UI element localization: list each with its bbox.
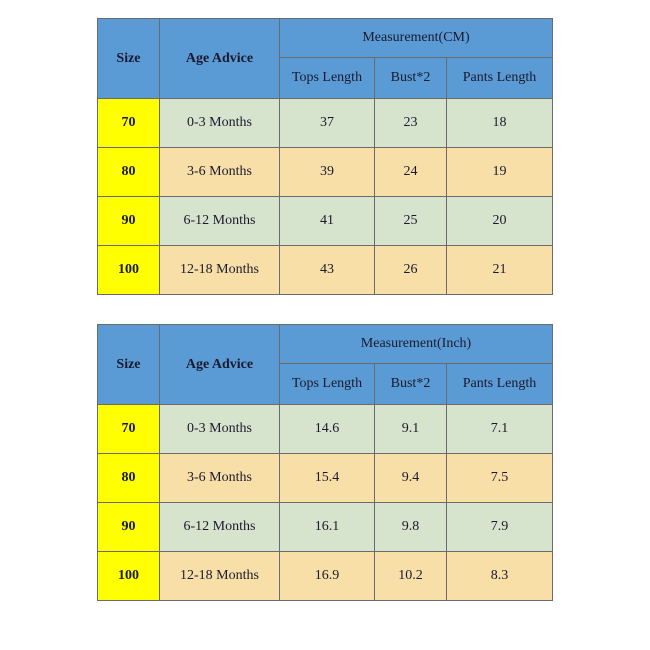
cell-pants-length: 8.3 bbox=[446, 552, 552, 601]
cell-pants-length: 7.1 bbox=[446, 405, 552, 454]
cell-pants-length: 19 bbox=[446, 148, 552, 197]
cell-pants-length: 21 bbox=[446, 246, 552, 295]
cell-size: 80 bbox=[97, 148, 159, 197]
cell-tops-length: 37 bbox=[279, 99, 374, 148]
column-header-bust: Bust*2 bbox=[374, 58, 446, 99]
cell-pants-length: 18 bbox=[446, 99, 552, 148]
cell-tops-length: 41 bbox=[279, 197, 374, 246]
cell-tops-length: 15.4 bbox=[279, 454, 374, 503]
cell-size: 90 bbox=[97, 503, 159, 552]
cell-age-advice: 3-6 Months bbox=[159, 454, 279, 503]
cell-age-advice: 12-18 Months bbox=[159, 552, 279, 601]
cell-pants-length: 7.9 bbox=[446, 503, 552, 552]
cell-age-advice: 6-12 Months bbox=[159, 503, 279, 552]
cell-age-advice: 3-6 Months bbox=[159, 148, 279, 197]
table-row bbox=[97, 503, 552, 552]
table-header-row bbox=[97, 325, 552, 364]
cell-bust: 9.1 bbox=[374, 405, 446, 454]
cell-age-advice: 6-12 Months bbox=[159, 197, 279, 246]
cell-bust: 10.2 bbox=[374, 552, 446, 601]
table-row bbox=[97, 552, 552, 601]
cell-pants-length: 7.5 bbox=[446, 454, 552, 503]
table-row bbox=[97, 246, 552, 295]
cell-size: 100 bbox=[97, 552, 159, 601]
cell-size: 90 bbox=[97, 197, 159, 246]
cell-bust: 23 bbox=[374, 99, 446, 148]
cell-tops-length: 16.9 bbox=[279, 552, 374, 601]
table-row bbox=[97, 405, 552, 454]
cell-tops-length: 43 bbox=[279, 246, 374, 295]
size-chart-table-cm bbox=[97, 18, 553, 295]
table-row bbox=[97, 148, 552, 197]
cell-bust: 26 bbox=[374, 246, 446, 295]
column-header-size: Size bbox=[97, 325, 159, 405]
cell-bust: 9.8 bbox=[374, 503, 446, 552]
cell-size: 70 bbox=[97, 405, 159, 454]
table-header-row bbox=[97, 19, 552, 58]
column-header-age-advice: Age Advice bbox=[159, 325, 279, 405]
column-header-age-advice: Age Advice bbox=[159, 19, 279, 99]
cell-bust: 9.4 bbox=[374, 454, 446, 503]
table-row bbox=[97, 454, 552, 503]
column-header-tops-length: Tops Length bbox=[279, 364, 374, 405]
cell-size: 70 bbox=[97, 99, 159, 148]
column-header-measurement: Measurement(CM) bbox=[279, 19, 552, 58]
cell-pants-length: 20 bbox=[446, 197, 552, 246]
cell-age-advice: 12-18 Months bbox=[159, 246, 279, 295]
column-header-measurement: Measurement(Inch) bbox=[279, 325, 552, 364]
column-header-size: Size bbox=[97, 19, 159, 99]
cell-bust: 24 bbox=[374, 148, 446, 197]
cell-bust: 25 bbox=[374, 197, 446, 246]
table-row bbox=[97, 197, 552, 246]
cell-tops-length: 16.1 bbox=[279, 503, 374, 552]
column-header-pants-length: Pants Length bbox=[446, 364, 552, 405]
column-header-bust: Bust*2 bbox=[374, 364, 446, 405]
cell-tops-length: 14.6 bbox=[279, 405, 374, 454]
column-header-tops-length: Tops Length bbox=[279, 58, 374, 99]
cell-tops-length: 39 bbox=[279, 148, 374, 197]
size-chart-table-inch bbox=[97, 324, 553, 601]
column-header-pants-length: Pants Length bbox=[446, 58, 552, 99]
table-row bbox=[97, 99, 552, 148]
cell-age-advice: 0-3 Months bbox=[159, 99, 279, 148]
cell-age-advice: 0-3 Months bbox=[159, 405, 279, 454]
cell-size: 80 bbox=[97, 454, 159, 503]
cell-size: 100 bbox=[97, 246, 159, 295]
